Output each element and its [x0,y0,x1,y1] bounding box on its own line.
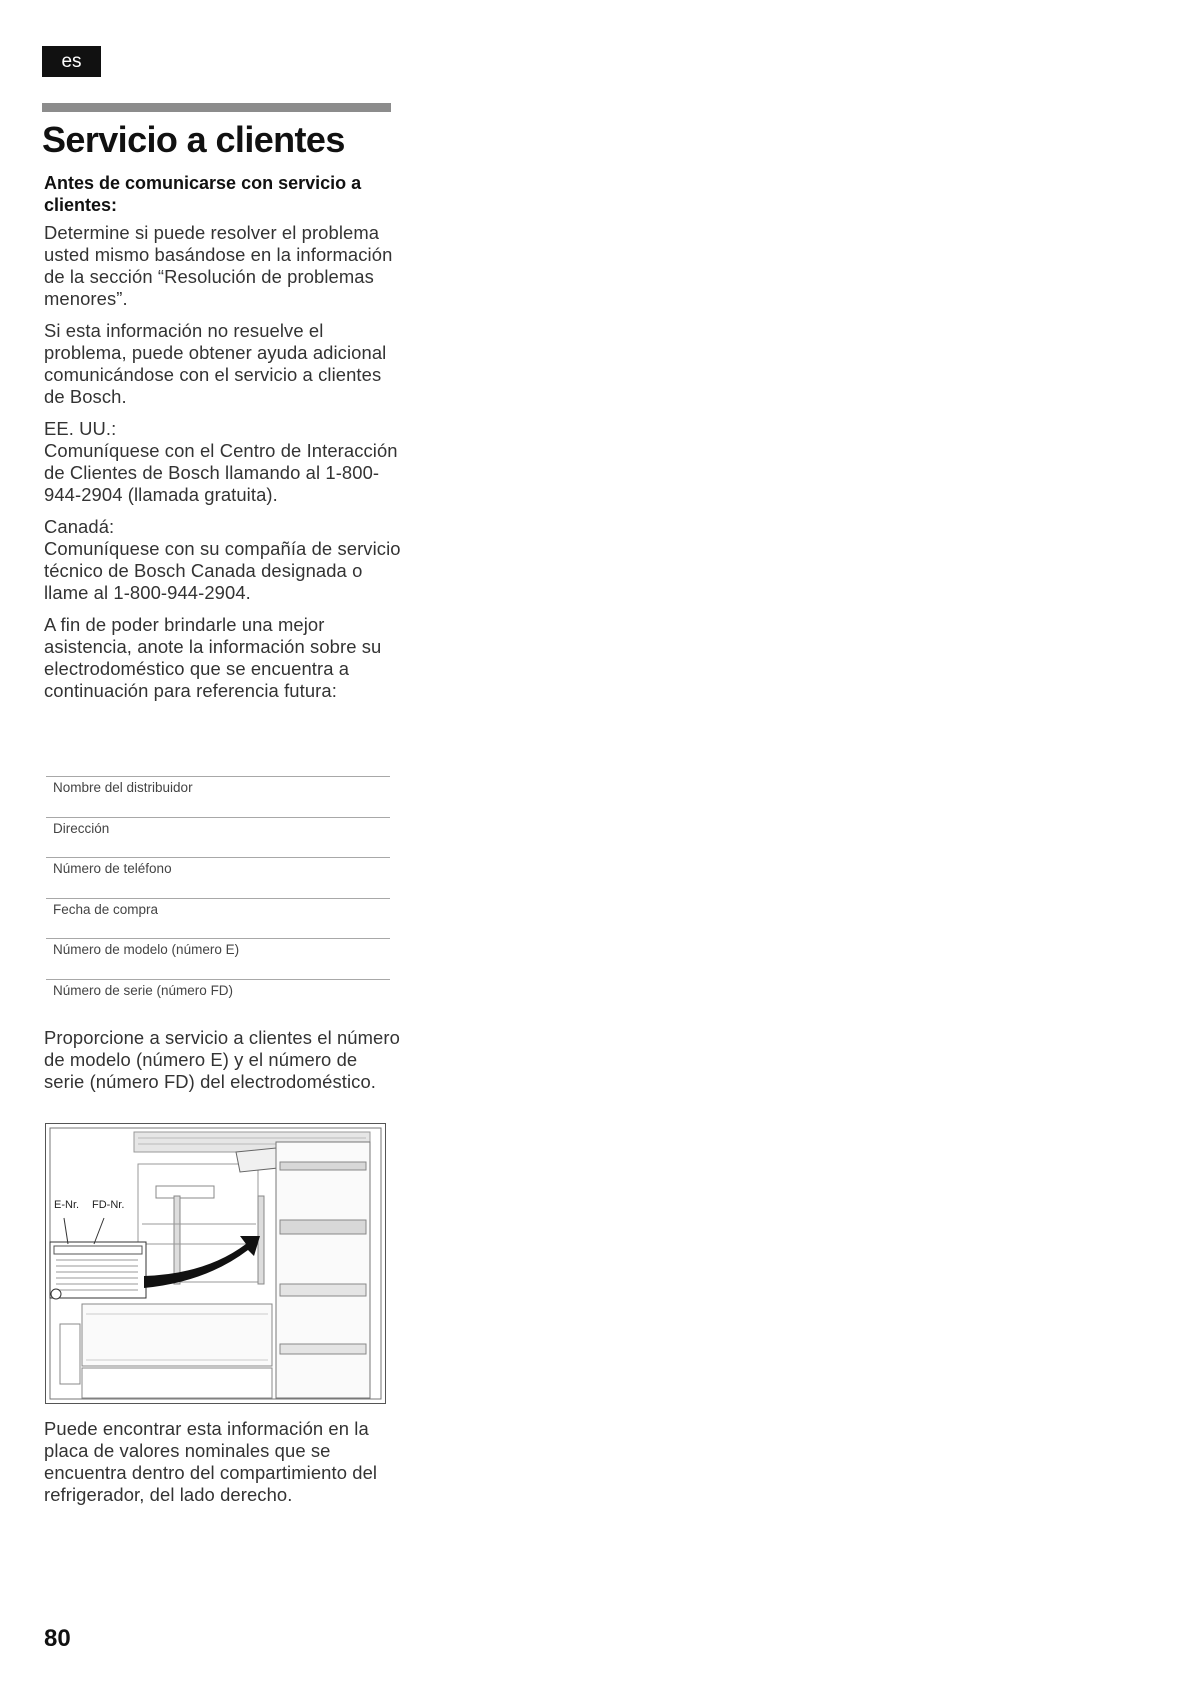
refrigerator-illustration [45,1123,386,1404]
refrigerator-drawing [46,1124,385,1403]
paragraph-record-intro: A fin de poder brindarle una mejor asistencia, anote la información sobre su electrodoméstico que se encuentra a continuación para referencia futura: [44,614,382,701]
fd-number-label: FD-Nr. [92,1199,125,1211]
e-number-label: E-Nr. [54,1199,80,1211]
paragraph-self-help: Determine si puede resolver el problema usted mismo basándose en la información de la sección “Resolución de problemas menores”. [44,222,393,309]
usa-text: Comuníquese con el Centro de Interacción de Clientes de Bosch llamando al 1-800-944-2904 (llamada gratuita). [44,440,398,505]
paragraph-contact-service: Si esta información no resuelve el problema, puede obtener ayuda adicional comunicándose con el servicio a clientes de Bosch. [44,320,387,407]
section-rule [42,103,391,112]
rating-plate-caption [44,1418,402,1516]
usa-contact [44,418,402,506]
provide-info-text [44,1027,402,1103]
canada-text: Comuníquese con su compañía de servicio técnico de Bosch Canada designada o llame al 1-800-944-2904. [44,538,401,603]
field-serial-number[interactable] [46,979,390,1020]
usa-label: EE. UU.: [44,418,117,439]
field-label: Fecha de compra [53,901,159,917]
paragraph-caption: Puede encontrar esta información en la placa de valores nominales que se encuentra dentro del compartimiento del refrigerador, del lado derecho. [44,1418,378,1505]
field-label: Número de modelo (número E) [53,942,240,958]
page-number: 80 [44,1625,71,1652]
field-purchase-date[interactable] [46,898,390,939]
field-dealer-name[interactable] [46,776,390,817]
page-title: Servicio a clientes [42,119,345,160]
field-label: Dirección [53,820,110,836]
body-text [44,222,402,712]
field-phone[interactable] [46,857,390,898]
language-badge: es [42,46,101,77]
canada-label: Canadá: [44,516,115,537]
paragraph-provide-numbers: Proporcione a servicio a clientes el número de modelo (número E) y el número de serie (número FD) del electrodoméstico. [44,1027,400,1092]
canada-contact [44,516,402,604]
section-subheading: Antes de comunicarse con servicio a clientes: [44,173,362,215]
record-form [46,776,390,1020]
field-label: Nombre del distribuidor [53,780,193,795]
field-address[interactable] [46,817,390,858]
field-model-number[interactable] [46,938,390,979]
field-label: Número de teléfono [53,861,172,877]
field-label: Número de serie (número FD) [53,982,234,998]
